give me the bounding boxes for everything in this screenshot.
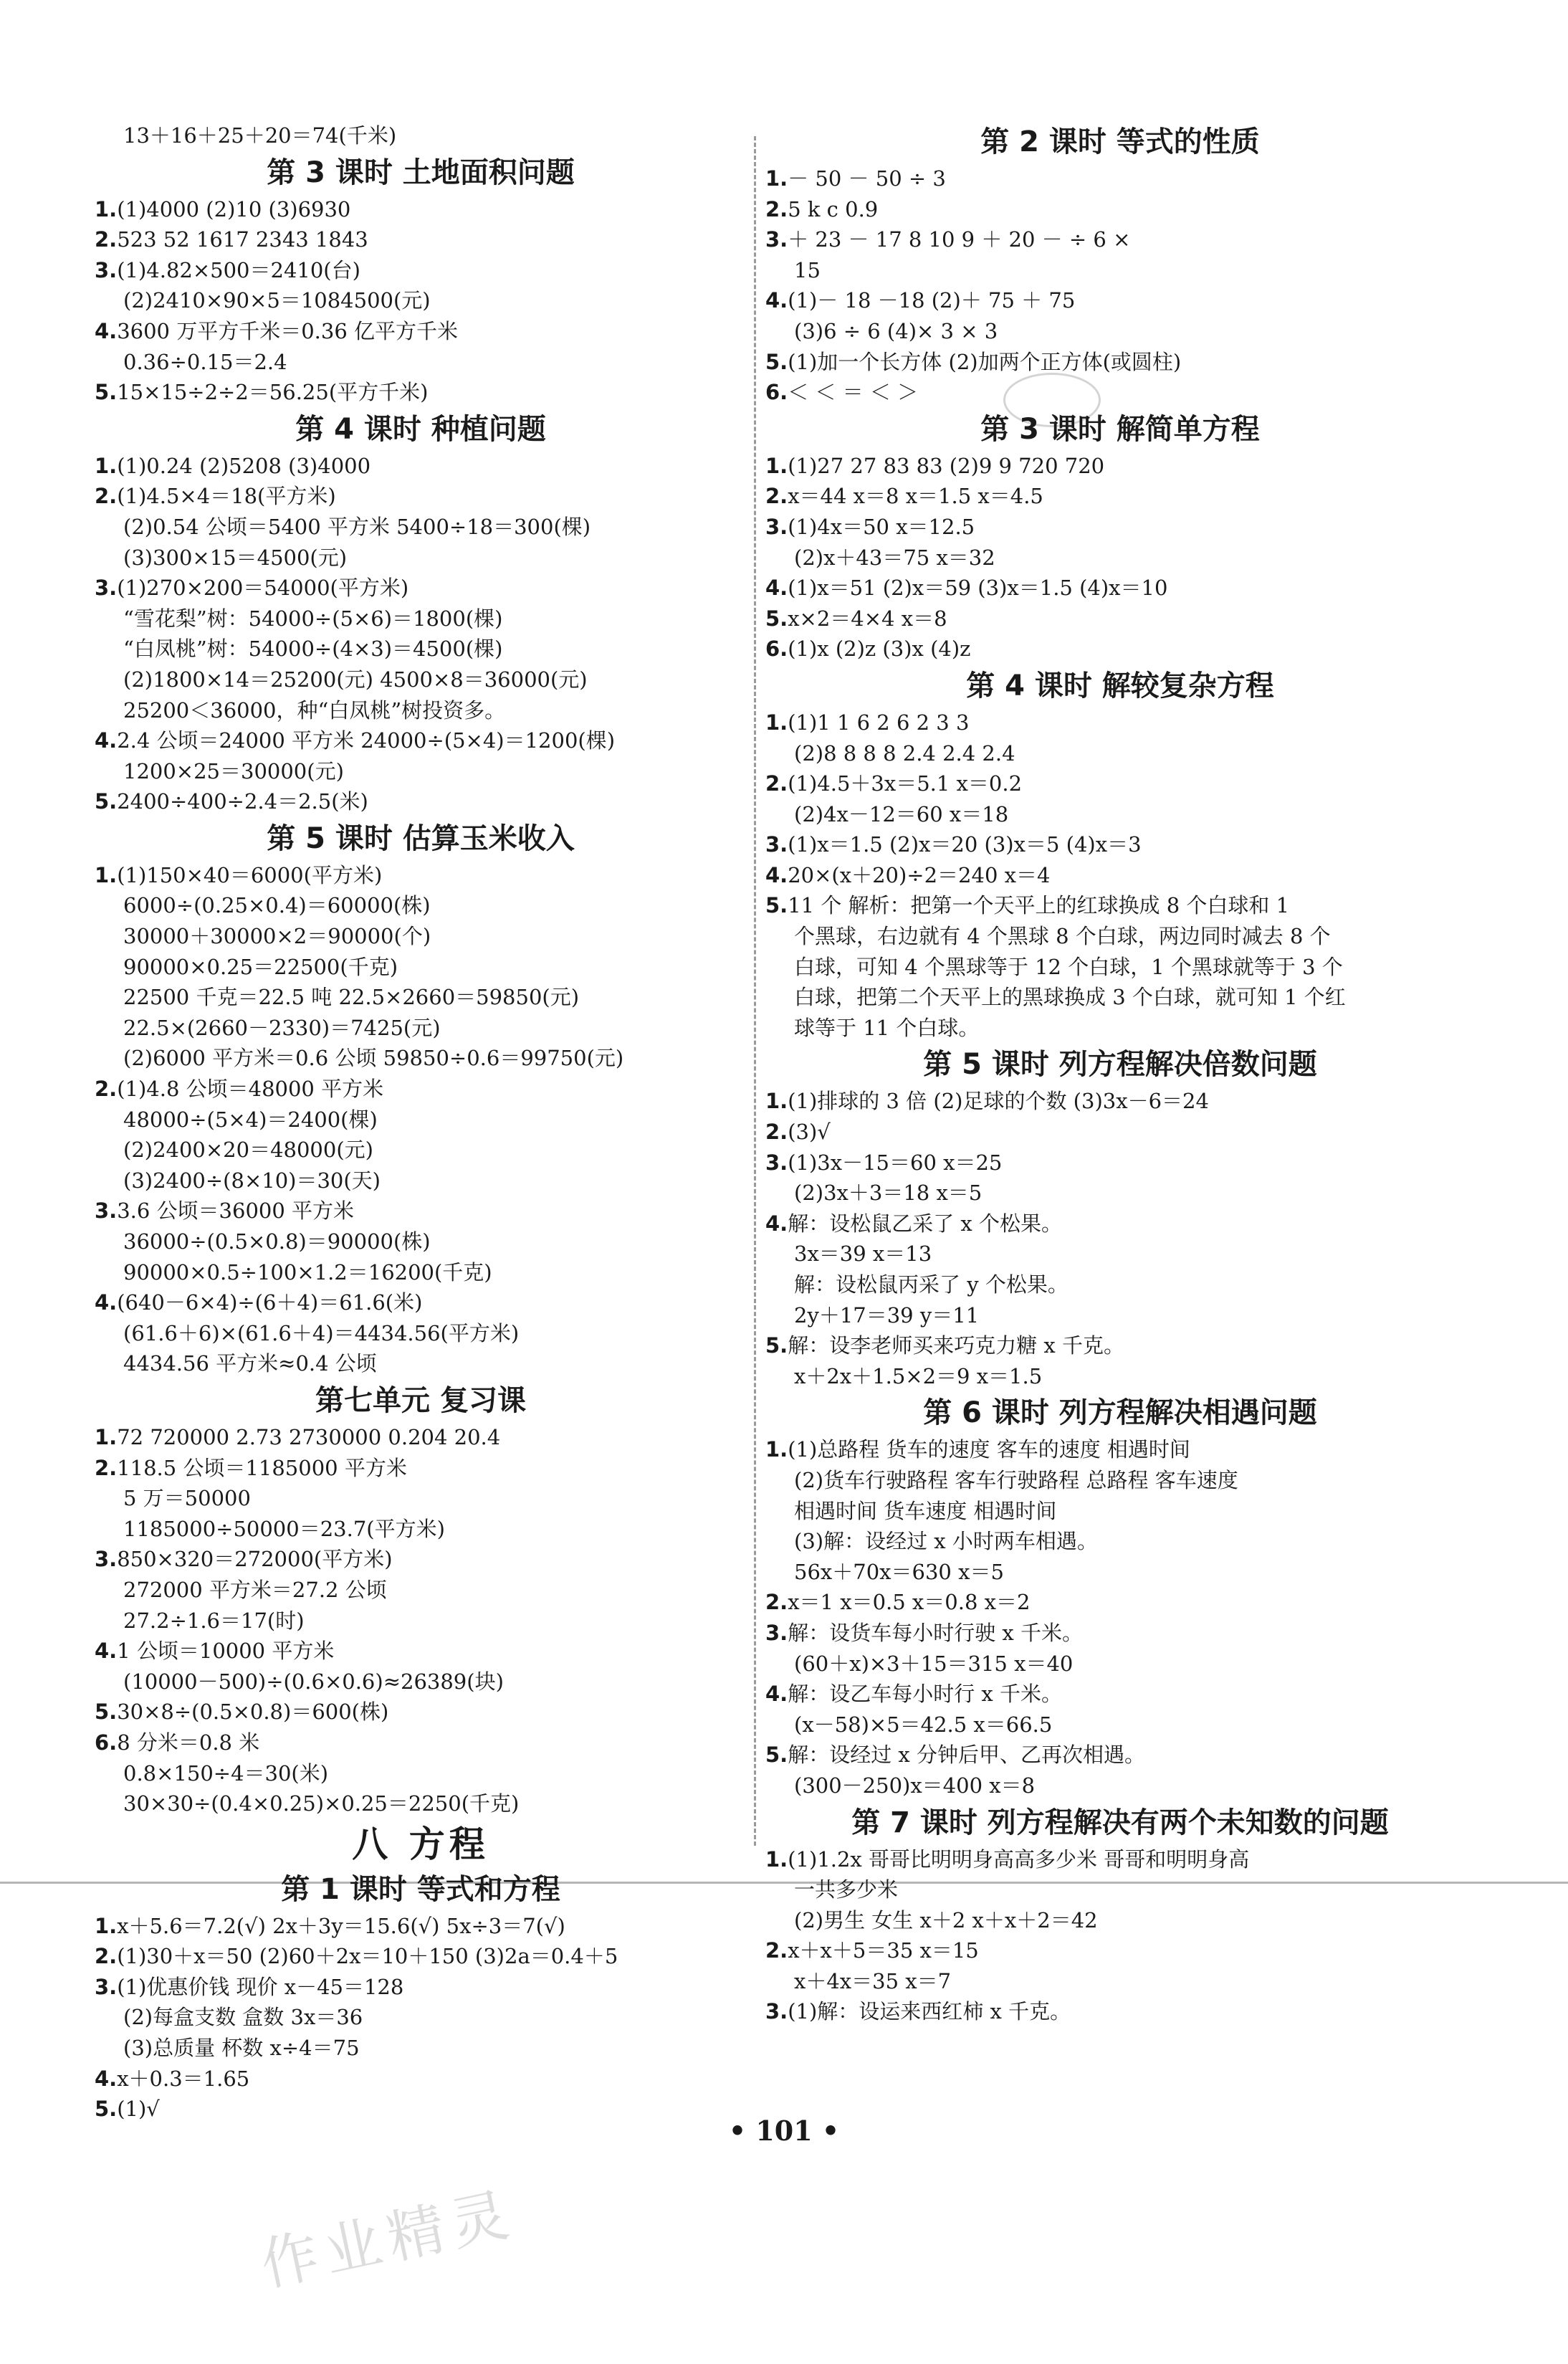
page-number: • 101 • bbox=[728, 2115, 840, 2147]
item-number: 1. bbox=[95, 196, 118, 221]
answer-line bbox=[765, 829, 1475, 860]
answer-text: (1)27 27 83 83 (2)9 9 720 720 bbox=[788, 453, 1105, 478]
item-number: 1. bbox=[95, 1913, 118, 1938]
item-number: 1. bbox=[765, 1846, 788, 1872]
answer-line: (300－250)x＝400 x＝8 bbox=[794, 1773, 1036, 1798]
answer-line: 2y＋17＝39 y＝11 bbox=[794, 1302, 980, 1328]
answer-line: 白球，把第二个天平上的黑球换成 3 个白球，就可知 1 个红 bbox=[794, 985, 1346, 1010]
answer-text: x×2＝4×4 x＝8 bbox=[788, 606, 947, 631]
item-number: 5. bbox=[95, 2097, 118, 2122]
section-heading: 第 3 课时 土地面积问题 bbox=[267, 156, 575, 189]
answer-line: (2)3x＋3＝18 x＝5 bbox=[794, 1181, 983, 1206]
answer-text: 2400÷400÷2.4＝2.5(米) bbox=[117, 789, 368, 814]
answer-line bbox=[95, 2064, 747, 2094]
answer-line bbox=[95, 1422, 747, 1453]
answer-text: (1)1.2x 哥哥比明明身高高多少米 哥哥和明明身高 bbox=[788, 1846, 1250, 1872]
answer-line bbox=[765, 481, 1475, 512]
answer-line: (2)男生 女生 x＋2 x＋x＋2＝42 bbox=[794, 1907, 1098, 1932]
answer-line bbox=[95, 1972, 747, 2003]
left-column bbox=[95, 120, 747, 2125]
answer-line: 0.8×150÷4＝30(米) bbox=[123, 1760, 329, 1786]
answer-line bbox=[765, 194, 1475, 225]
section-heading: 第 2 课时 等式的性质 bbox=[980, 125, 1260, 158]
answer-line: 22.5×(2660－2330)＝7425(元) bbox=[123, 1015, 441, 1040]
answer-text: (1)排球的 3 倍 (2)足球的个数 (3)3x－6＝24 bbox=[788, 1089, 1209, 1114]
answer-line bbox=[765, 1148, 1475, 1178]
item-number: 5. bbox=[95, 789, 118, 814]
answer-line: (2)2400×20＝48000(元) bbox=[123, 1138, 373, 1163]
answer-text: 523 52 1617 2343 1843 bbox=[117, 227, 368, 252]
answer-text: (1)4.82×500＝2410(台) bbox=[117, 257, 360, 282]
answer-line bbox=[765, 1996, 1475, 2027]
item-number: 2. bbox=[95, 227, 118, 252]
answer-line: (3)6 ÷ 6 (4)× 3 × 3 bbox=[794, 318, 998, 343]
item-number: 2. bbox=[95, 1077, 118, 1102]
answer-line bbox=[765, 1935, 1475, 1966]
watermark-text: 作业精灵 bbox=[254, 2180, 522, 2299]
answer-line bbox=[765, 1679, 1475, 1710]
answer-line bbox=[95, 786, 747, 817]
item-number: 6. bbox=[95, 1730, 118, 1755]
item-number: 1. bbox=[95, 1424, 118, 1449]
answer-line: (61.6＋6)×(61.6＋4)＝4434.56(平方米) bbox=[123, 1320, 520, 1345]
answer-line bbox=[765, 1844, 1475, 1875]
answer-line: 13＋16＋25＋20＝74(千米) bbox=[123, 123, 397, 148]
item-number: 5. bbox=[765, 606, 788, 631]
answer-line bbox=[765, 285, 1475, 316]
item-number: 4. bbox=[95, 1290, 118, 1315]
item-number: 5. bbox=[95, 1700, 118, 1725]
answer-line: 4434.56 平方米≈0.4 公顷 bbox=[123, 1351, 377, 1376]
item-number: 2. bbox=[95, 1455, 118, 1480]
answer-line bbox=[95, 1636, 747, 1667]
answer-line bbox=[95, 255, 747, 286]
answer-line bbox=[765, 768, 1475, 799]
answer-line bbox=[765, 512, 1475, 543]
answer-line: (2)8 8 8 8 2.4 2.4 2.4 bbox=[794, 740, 1015, 766]
section-heading: 第 5 课时 列方程解决倍数问题 bbox=[923, 1048, 1317, 1082]
section-heading: 八 方程 bbox=[352, 1823, 489, 1865]
answer-line: “白凤桃”树：54000÷(4×3)＝4500(棵) bbox=[123, 637, 503, 662]
answer-line: (2)0.54 公顷＝5400 平方米 5400÷18＝300(棵) bbox=[123, 514, 591, 539]
answer-line bbox=[765, 1117, 1475, 1148]
answer-text: － 50 － 50 ÷ 3 bbox=[788, 166, 946, 191]
item-number: 6. bbox=[765, 637, 788, 662]
item-number: 3. bbox=[95, 1198, 118, 1224]
answer-line bbox=[95, 1911, 747, 1942]
answer-line bbox=[765, 1209, 1475, 1239]
answer-line bbox=[95, 860, 747, 891]
answer-text: x＝1 x＝0.5 x＝0.8 x＝2 bbox=[788, 1590, 1031, 1615]
answer-line: 6000÷(0.25×0.4)＝60000(株) bbox=[123, 893, 431, 918]
answer-text: 5 k c 0.9 bbox=[788, 196, 879, 221]
answer-line: 球等于 11 个白球。 bbox=[794, 1015, 980, 1040]
answer-line: 56x＋70x＝630 x＝5 bbox=[794, 1559, 1004, 1584]
answer-line: (2)x＋43＝75 x＝32 bbox=[794, 545, 995, 570]
answer-text: (1)1 1 6 2 6 2 3 3 bbox=[788, 710, 970, 735]
answer-line bbox=[765, 347, 1475, 378]
answer-line bbox=[95, 1196, 747, 1226]
item-number: 2. bbox=[765, 1590, 788, 1615]
answer-line bbox=[95, 224, 747, 255]
item-number: 2. bbox=[765, 1938, 788, 1963]
answer-line: (10000－500)÷(0.6×0.6)≈26389(块) bbox=[123, 1669, 504, 1694]
answer-line: 一共多少米 bbox=[794, 1877, 899, 1902]
item-number: 4. bbox=[765, 1211, 788, 1236]
answer-line bbox=[765, 890, 1475, 921]
item-number: 3. bbox=[765, 227, 788, 252]
answer-line: 30×30÷(0.4×0.25)×0.25＝2250(千克) bbox=[123, 1791, 520, 1816]
answer-text: 8 分米＝0.8 米 bbox=[117, 1730, 260, 1755]
answer-line: (3)300×15＝4500(元) bbox=[123, 545, 348, 570]
answer-line bbox=[95, 1727, 747, 1758]
answer-line bbox=[95, 316, 747, 347]
answer-line: (2)6000 平方米＝0.6 公顷 59850÷0.6＝99750(元) bbox=[123, 1046, 624, 1071]
section-heading: 第七单元 复习课 bbox=[315, 1383, 526, 1417]
item-number: 1. bbox=[95, 453, 118, 478]
answer-line: 25200＜36000，种“白凤桃”树投资多。 bbox=[123, 697, 506, 723]
item-number: 2. bbox=[765, 1120, 788, 1145]
answer-line bbox=[765, 1740, 1475, 1770]
item-number: 6. bbox=[765, 380, 788, 405]
answer-line: (3)总质量 杯数 x÷4＝75 bbox=[123, 2036, 360, 2061]
answer-line: 36000÷(0.5×0.8)＝90000(株) bbox=[123, 1229, 431, 1254]
answer-text: x＋x＋5＝35 x＝15 bbox=[788, 1938, 979, 1963]
answer-text: 850×320＝272000(平方米) bbox=[117, 1547, 393, 1572]
item-number: 3. bbox=[95, 1974, 118, 1999]
item-number: 4. bbox=[95, 318, 118, 343]
item-number: 1. bbox=[765, 166, 788, 191]
item-number: 1. bbox=[765, 710, 788, 735]
answer-line: 相遇时间 货车速度 相遇时间 bbox=[794, 1498, 1057, 1523]
item-number: 5. bbox=[765, 349, 788, 374]
answer-line: (2)4x－12＝60 x＝18 bbox=[794, 801, 1009, 826]
answer-line: 个黑球，右边就有 4 个黑球 8 个白球，两边同时减去 8 个 bbox=[794, 924, 1331, 949]
answer-text: 解：设松鼠乙采了 x 个松果。 bbox=[788, 1211, 1062, 1236]
answer-line bbox=[765, 224, 1475, 255]
answer-line: 27.2÷1.6＝17(时) bbox=[123, 1608, 305, 1633]
item-number: 1. bbox=[95, 862, 118, 887]
answer-text: 11 个 解析：把第一个天平上的红球换成 8 个白球和 1 bbox=[788, 893, 1290, 918]
item-number: 2. bbox=[765, 196, 788, 221]
answer-line: 30000＋30000×2＝90000(个) bbox=[123, 924, 431, 949]
answer-text: (1)－ 18 －18 (2)＋ 75 ＋ 75 bbox=[788, 288, 1076, 313]
section-heading: 第 1 课时 等式和方程 bbox=[281, 1872, 560, 1906]
item-number: 2. bbox=[765, 484, 788, 509]
answer-text: (1)加一个长方体 (2)加两个正方体(或圆柱) bbox=[788, 349, 1182, 374]
answer-line: (2)1800×14＝25200(元) 4500×8＝36000(元) bbox=[123, 667, 588, 692]
answer-line: 1200×25＝30000(元) bbox=[123, 758, 344, 783]
answer-line bbox=[765, 860, 1475, 891]
item-number: 3. bbox=[765, 1620, 788, 1645]
answer-line: 0.36÷0.15＝2.4 bbox=[123, 349, 287, 374]
answer-text: (1)x (2)z (3)x (4)z bbox=[788, 637, 971, 662]
answer-line bbox=[95, 1544, 747, 1575]
answer-line bbox=[765, 604, 1475, 634]
answer-text: (1)0.24 (2)5208 (3)4000 bbox=[117, 453, 371, 478]
answer-text: (1)√ bbox=[117, 2097, 160, 2122]
answer-line: 272000 平方米＝27.2 公顷 bbox=[123, 1577, 387, 1602]
section-heading: 第 4 课时 种植问题 bbox=[295, 412, 546, 446]
item-number: 3. bbox=[765, 1999, 788, 2024]
section-heading: 第 5 课时 估算玉米收入 bbox=[267, 821, 575, 855]
answer-text: x＋5.6＝7.2(√) 2x＋3y＝15.6(√) 5x÷3＝7(√) bbox=[117, 1913, 565, 1938]
answer-text: 1 公顷＝10000 平方米 bbox=[117, 1639, 335, 1664]
answer-line bbox=[765, 163, 1475, 194]
answer-text: 3.6 公顷＝36000 平方米 bbox=[117, 1198, 355, 1224]
answer-line: (3)解：设经过 x 小时两车相遇。 bbox=[794, 1529, 1098, 1554]
answer-text: (1)270×200＝54000(平方米) bbox=[117, 576, 409, 601]
answer-text: 3600 万平方千米＝0.36 亿平方千米 bbox=[117, 318, 459, 343]
answer-line bbox=[765, 707, 1475, 738]
item-number: 3. bbox=[95, 257, 118, 282]
answer-line: 5 万＝50000 bbox=[123, 1486, 251, 1511]
answer-line: 15 bbox=[794, 257, 821, 282]
answer-text: (1)x＝1.5 (2)x＝20 (3)x＝5 (4)x＝3 bbox=[788, 832, 1142, 857]
section-heading: 第 7 课时 列方程解决有两个未知数的问题 bbox=[851, 1806, 1389, 1839]
answer-text: (1)4x＝50 x＝12.5 bbox=[788, 514, 975, 539]
answer-text: ＋ 23 － 17 8 10 9 ＋ 20 － ÷ 6 × bbox=[788, 227, 1131, 252]
answer-line bbox=[95, 1941, 747, 1972]
answer-line: 3x＝39 x＝13 bbox=[794, 1241, 932, 1267]
answer-text: (1)3x－15＝60 x＝25 bbox=[788, 1150, 1003, 1175]
answer-text: 30×8÷(0.5×0.8)＝600(株) bbox=[117, 1700, 389, 1725]
answer-line bbox=[95, 1074, 747, 1105]
answer-line: x＋4x＝35 x＝7 bbox=[794, 1968, 952, 1993]
answer-line: (x－58)×5＝42.5 x＝66.5 bbox=[794, 1712, 1053, 1737]
item-number: 2. bbox=[95, 1944, 118, 1969]
answer-text: (640－6×4)÷(6＋4)＝61.6(米) bbox=[117, 1290, 423, 1315]
answer-text: 解：设乙车每小时行 x 千米。 bbox=[788, 1682, 1062, 1707]
answer-line: 解：设松鼠丙采了 y 个松果。 bbox=[794, 1272, 1069, 1297]
item-number: 5. bbox=[95, 380, 118, 405]
item-number: 2. bbox=[95, 484, 118, 509]
answer-text: (1)4.5×4＝18(平方米) bbox=[117, 484, 336, 509]
item-number: 1. bbox=[765, 1089, 788, 1114]
item-number: 1. bbox=[765, 453, 788, 478]
item-number: 4. bbox=[95, 728, 118, 753]
answer-line bbox=[765, 1587, 1475, 1618]
item-number: 3. bbox=[765, 514, 788, 539]
column-divider bbox=[754, 136, 756, 1846]
answer-line bbox=[95, 573, 747, 604]
answer-line: (2)货车行驶路程 客车行驶路程 总路程 客车速度 bbox=[794, 1467, 1238, 1492]
answer-text: (1)优惠价钱 现价 x－45＝128 bbox=[117, 1974, 404, 1999]
answer-line bbox=[765, 377, 1475, 408]
answer-line: 1185000÷50000＝23.7(平方米) bbox=[123, 1516, 445, 1541]
answer-text: (1)解：设运来西红柿 x 千克。 bbox=[788, 1999, 1071, 2024]
answer-text: ＜ ＜ ＝ ＜ ＞ bbox=[788, 380, 919, 405]
answer-line bbox=[765, 634, 1475, 664]
answer-line bbox=[95, 725, 747, 756]
item-number: 2. bbox=[765, 771, 788, 796]
item-number: 5. bbox=[765, 1333, 788, 1358]
answer-line: 90000×0.25＝22500(千克) bbox=[123, 954, 398, 979]
answer-text: 72 720000 2.73 2730000 0.204 20.4 bbox=[117, 1424, 501, 1449]
answer-line bbox=[95, 194, 747, 225]
item-number: 4. bbox=[95, 2066, 118, 2091]
answer-text: 2.4 公顷＝24000 平方米 24000÷(5×4)＝1200(棵) bbox=[117, 728, 616, 753]
answer-text: 解：设经过 x 分钟后甲、乙再次相遇。 bbox=[788, 1743, 1145, 1768]
item-number: 4. bbox=[765, 1682, 788, 1707]
answer-line bbox=[95, 377, 747, 408]
answer-text: (1)150×40＝6000(平方米) bbox=[117, 862, 383, 887]
item-number: 4. bbox=[765, 576, 788, 601]
item-number: 1. bbox=[765, 1437, 788, 1462]
section-heading: 第 6 课时 列方程解决相遇问题 bbox=[923, 1396, 1317, 1430]
answer-line: 90000×0.5÷100×1.2＝16200(千克) bbox=[123, 1259, 492, 1285]
answer-text: (1)总路程 货车的速度 客车的速度 相遇时间 bbox=[788, 1437, 1190, 1462]
answer-text: (1)30＋x＝50 (2)60＋2x＝10＋150 (3)2a＝0.4＋5 bbox=[117, 1944, 618, 1969]
answer-line: 48000÷(5×4)＝2400(棵) bbox=[123, 1107, 378, 1132]
answer-line bbox=[95, 1287, 747, 1318]
answer-line bbox=[765, 1330, 1475, 1361]
answer-line: x＋2x＋1.5×2＝9 x＝1.5 bbox=[794, 1363, 1043, 1388]
answer-line: (3)2400÷(8×10)＝30(天) bbox=[123, 1168, 381, 1193]
answer-line bbox=[95, 481, 747, 512]
answer-line: (2)每盒支数 盒数 3x＝36 bbox=[123, 2005, 363, 2030]
answer-line bbox=[765, 1618, 1475, 1649]
answer-text: (1)x＝51 (2)x＝59 (3)x＝1.5 (4)x＝10 bbox=[788, 576, 1168, 601]
answer-line bbox=[765, 573, 1475, 604]
answer-text: (1)4.5＋3x＝5.1 x＝0.2 bbox=[788, 771, 1023, 796]
item-number: 3. bbox=[95, 1547, 118, 1572]
item-number: 4. bbox=[765, 288, 788, 313]
answer-line bbox=[95, 1453, 747, 1484]
answer-line bbox=[765, 451, 1475, 482]
item-number: 5. bbox=[765, 893, 788, 918]
answer-line bbox=[765, 1434, 1475, 1465]
item-number: 3. bbox=[765, 1150, 788, 1175]
answer-text: (1)4000 (2)10 (3)6930 bbox=[117, 196, 351, 221]
answer-line bbox=[95, 1697, 747, 1727]
answer-line: 白球，可知 4 个黑球等于 12 个白球，1 个黑球就等于 3 个 bbox=[794, 954, 1343, 979]
answer-line: (2)2410×90×5＝1084500(元) bbox=[123, 288, 431, 313]
answer-line: “雪花梨”树：54000÷(5×6)＝1800(棵) bbox=[123, 606, 503, 631]
answer-text: 118.5 公顷＝1185000 平方米 bbox=[117, 1455, 407, 1480]
answer-text: (1)4.8 公顷＝48000 平方米 bbox=[117, 1077, 384, 1102]
section-heading: 第 3 课时 解简单方程 bbox=[980, 412, 1260, 446]
answer-text: x＝44 x＝8 x＝1.5 x＝4.5 bbox=[788, 484, 1043, 509]
item-number: 5. bbox=[765, 1743, 788, 1768]
answer-line: 22500 千克＝22.5 吨 22.5×2660＝59850(元) bbox=[123, 985, 580, 1010]
answer-line: (60＋x)×3＋15＝315 x＝40 bbox=[794, 1651, 1074, 1676]
answer-text: (3)√ bbox=[788, 1120, 831, 1145]
item-number: 4. bbox=[765, 862, 788, 887]
right-column bbox=[765, 120, 1475, 2027]
answer-text: x＋0.3＝1.65 bbox=[117, 2066, 250, 2091]
answer-text: 解：设货车每小时行驶 x 千米。 bbox=[788, 1620, 1083, 1645]
answer-text: 15×15÷2÷2＝56.25(平方千米) bbox=[117, 380, 429, 405]
section-heading: 第 4 课时 解较复杂方程 bbox=[966, 669, 1274, 702]
item-number: 3. bbox=[765, 832, 788, 857]
answer-line bbox=[95, 451, 747, 482]
answer-line bbox=[765, 1086, 1475, 1117]
item-number: 4. bbox=[95, 1639, 118, 1664]
answer-text: 解：设李老师买来巧克力糖 x 千克。 bbox=[788, 1333, 1124, 1358]
item-number: 3. bbox=[95, 576, 118, 601]
answer-text: 20×(x＋20)÷2＝240 x＝4 bbox=[788, 862, 1051, 887]
